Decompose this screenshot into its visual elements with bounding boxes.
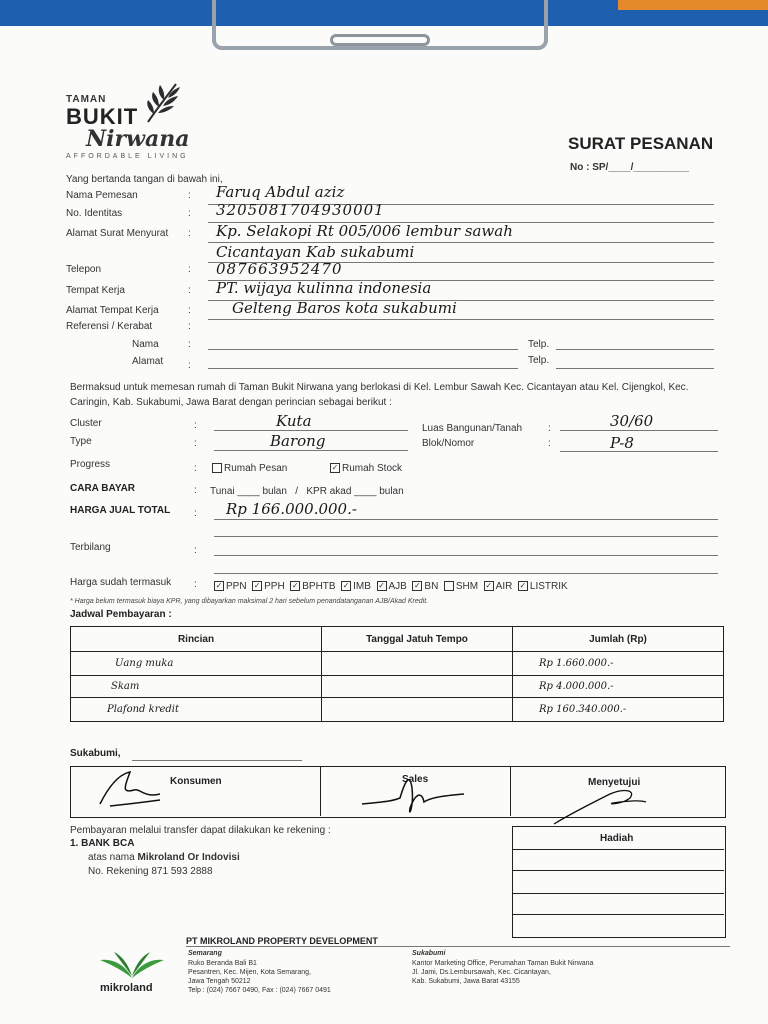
blok-value[interactable]: P-8 [610, 434, 634, 452]
cluster-label: Cluster [70, 418, 102, 429]
type-value[interactable]: Barong [270, 432, 326, 450]
check-listrik[interactable]: ✓ LISTRIK [519, 581, 568, 592]
ref-telp-label: Telp. [528, 339, 550, 350]
leaf-icon [142, 80, 182, 124]
logo-nirwana: Nirwana [86, 126, 190, 152]
hadiah-label: Hadiah [600, 833, 634, 844]
ref-nama-label: Nama [132, 339, 159, 350]
ref-telp2-label: Telp. [528, 355, 550, 366]
field-value-alamat[interactable]: Kp. Selakopi Rt 005/006 lembur sawah [216, 222, 513, 240]
jadwal-header-tanggal: Tanggal Jatuh Tempo [322, 627, 513, 652]
check-bphtb[interactable]: ✓ BPHTB [291, 581, 336, 592]
progress-rumah-stock[interactable]: ✓ Rumah Stock [331, 463, 403, 474]
checkbox-checked[interactable]: ✓ [331, 463, 339, 473]
page-title: SURAT PESANAN [568, 134, 714, 153]
logo-taman: TAMAN [66, 94, 107, 105]
field-value-telepon[interactable]: 087663952470 [216, 260, 343, 278]
jadwal-rincian[interactable]: Plafond kredit [71, 698, 322, 722]
footer-company: PT MIKROLAND PROPERTY DEVELOPMENT [186, 936, 378, 946]
jadwal-jumlah[interactable]: Rp 4.000.000.- [513, 676, 724, 698]
table-row [71, 698, 724, 722]
sign-menyetujui: Menyetujui [588, 777, 641, 788]
cara-bayar-text: Tunai ____ bulan / KPR akad ____ bulan [210, 486, 404, 497]
logo-tagline: AFFORDABLE LIVING [66, 153, 189, 160]
sign-konsumen: Konsumen [170, 776, 222, 787]
field-label-alamat: Alamat Surat Menyurat [66, 228, 169, 239]
price-note: * Harga belum termasuk biaya KPR, yang dibayarkan maksimal 2 hari sebelum penandatanganan AJB/Akad Kredit. [70, 598, 429, 605]
table-row [71, 676, 724, 698]
transfer-atas-nama: atas nama Mikroland Or Indovisi [88, 852, 240, 863]
progress-label: Progress [70, 459, 111, 470]
signature-sales-icon [360, 768, 470, 822]
terbilang-label: Terbilang [70, 542, 111, 553]
field-label-identitas: No. Identitas [66, 208, 123, 219]
check-pph[interactable]: ✓ PPH [253, 581, 285, 592]
jadwal-rincian[interactable]: Skam [71, 676, 322, 698]
field-value-alamat-kerja[interactable]: Gelteng Baros kota sukabumi [232, 299, 457, 317]
field-label-referensi: Referensi / Kerabat [66, 321, 153, 332]
field-label-tempat-kerja: Tempat Kerja [66, 285, 125, 296]
jadwal-rincian[interactable]: Uang muka [71, 652, 322, 676]
mikroland-logo-icon [96, 946, 168, 980]
cluster-value[interactable]: Kuta [276, 412, 312, 430]
check-ajb[interactable]: ✓ AJB [378, 581, 407, 592]
harga-value[interactable]: Rp 166.000.000.- [226, 500, 357, 518]
jadwal-tanggal[interactable] [322, 676, 513, 698]
type-label: Type [70, 436, 92, 447]
sign-sales: Sales [402, 774, 429, 785]
table-row [71, 652, 724, 676]
jadwal-tanggal[interactable] [322, 698, 513, 722]
check-imb[interactable]: ✓ IMB [342, 581, 371, 592]
check-shm[interactable]: SHM [444, 581, 478, 592]
footer-semarang-title: Semarang [188, 950, 222, 957]
field-value-tempat-kerja[interactable]: PT. wijaya kulinna indonesia [216, 279, 432, 297]
signature-approver-icon [550, 784, 650, 828]
field-label-alamat-kerja: Alamat Tempat Kerja [66, 305, 159, 316]
jadwal-tanggal[interactable] [322, 652, 513, 676]
termasuk-label: Harga sudah termasuk [70, 577, 172, 588]
field-value-identitas[interactable]: 3205081704930001 [216, 201, 385, 219]
footer-sukabumi-title: Sukabumi [412, 950, 446, 957]
progress-rumah-pesan[interactable]: Rumah Pesan [212, 463, 287, 474]
blok-label: Blok/Nomor [422, 438, 475, 449]
jadwal-jumlah[interactable]: Rp 1.660.000.- [513, 652, 724, 676]
field-value-nama[interactable]: Faruq Abdul aziz [216, 183, 345, 201]
logo-bukit: BUKIT [66, 104, 139, 129]
transfer-rekening: No. Rekening 871 593 2888 [88, 866, 213, 877]
jadwal-jumlah[interactable]: Rp 160.340.000.- [513, 698, 724, 722]
check-bn[interactable]: ✓ BN [414, 581, 439, 592]
termasuk-options [214, 581, 568, 592]
footer-semarang-address: Ruko Beranda Bali B1 Pesantren, Kec. Mijen, Kota Semarang, Jawa Tengah 50212 Telp : (024) 7667 0490, Fax : (024) 7667 0491 [188, 960, 331, 994]
sp-number: No : SP/____/__________ [570, 162, 689, 173]
transfer-line: Pembayaran melalui transfer dapat dilakukan ke rekening : [70, 825, 331, 836]
jadwal-title: Jadwal Pembayaran : [70, 609, 172, 620]
field-label-nama: Nama Pemesan [66, 190, 138, 201]
field-value-alamat-2[interactable]: Cicantayan Kab sukabumi [216, 243, 415, 261]
sukabumi-date-label: Sukabumi, [70, 748, 121, 759]
ref-alamat-label: Alamat [132, 356, 164, 367]
check-air[interactable]: ✓ AIR [485, 581, 513, 592]
luas-label: Luas Bangunan/Tanah [422, 423, 523, 434]
luas-value[interactable]: 30/60 [610, 412, 654, 430]
background-strip [618, 0, 768, 10]
intro-text: Yang bertanda tangan di bawah ini, [66, 174, 223, 185]
checkbox-unchecked[interactable] [212, 463, 222, 473]
check-ppn[interactable]: ✓ PPN [215, 581, 247, 592]
intro-paragraph: Bermaksud untuk memesan rumah di Taman Bukit Nirwana yang berlokasi di Kel. Lembur Sawah Kec. Cicantayan atau Kel. Cijengkol, Kec. Caringin, Kab. Sukabumi, Jawa Barat dengan perincian sebagai berikut : [70, 382, 689, 408]
cara-bayar-label: CARA BAYAR [70, 483, 136, 494]
footer-sukabumi-address: Kantor Marketing Office, Perumahan Taman Bukit Nirwana Jl. Jami, Ds.Lembursawah, Kec. Cicantayan, Kab. Sukabumi, Jawa Barat 43155 [412, 960, 594, 985]
harga-label: HARGA JUAL TOTAL [70, 505, 171, 516]
field-label-telepon: Telepon [66, 264, 102, 275]
jadwal-header-jumlah: Jumlah (Rp) [513, 627, 724, 652]
clipboard-clip-bar [330, 34, 430, 46]
jadwal-table [70, 626, 724, 722]
signature-konsumen-icon [90, 764, 170, 814]
mikroland-logo: mikroland [100, 982, 153, 994]
transfer-bank: 1. BANK BCA [70, 838, 135, 849]
jadwal-header-rincian: Rincian [71, 627, 322, 652]
